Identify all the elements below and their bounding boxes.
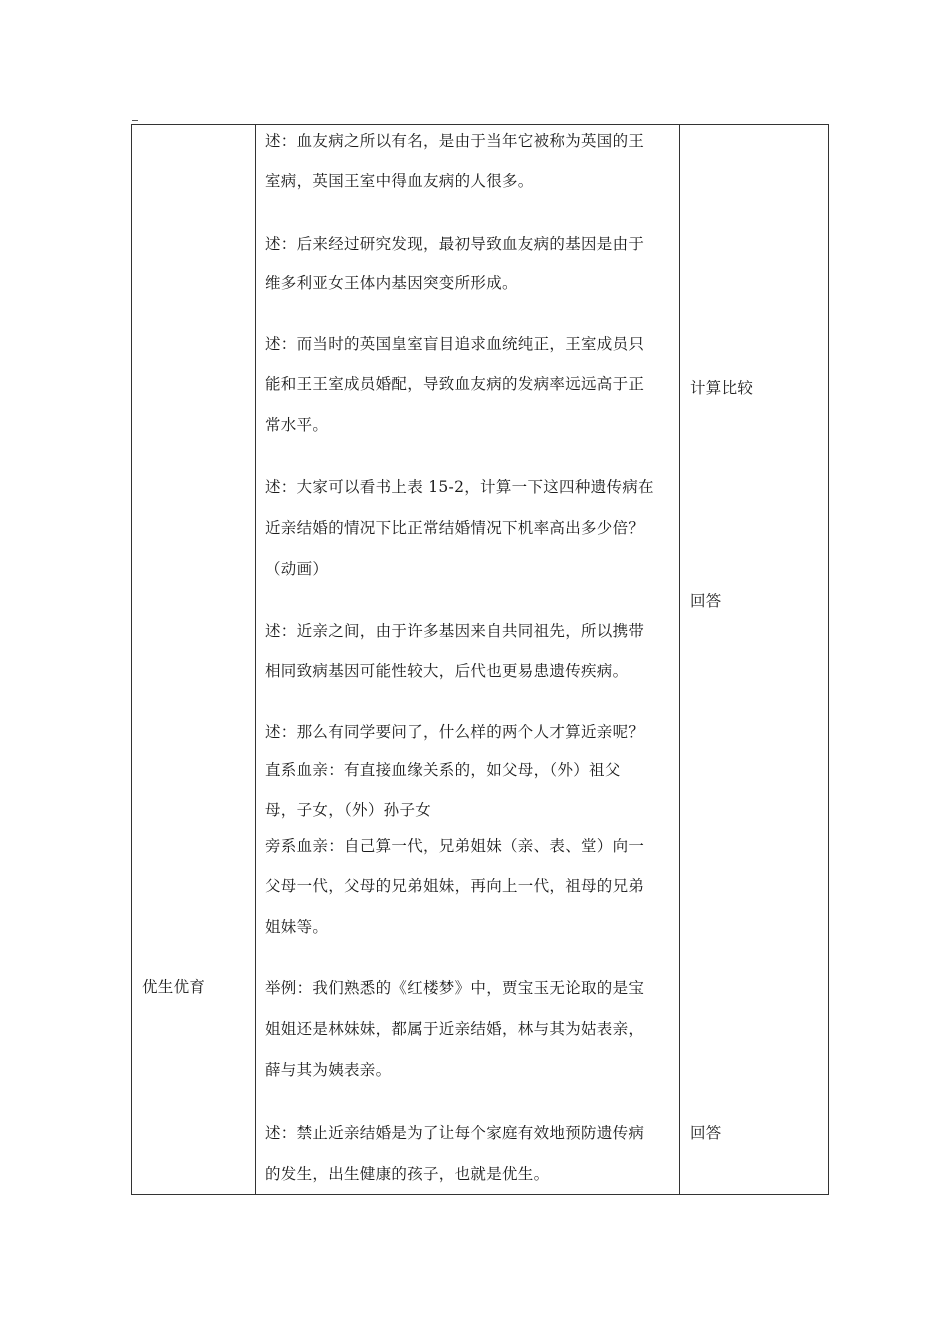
column-divider	[255, 125, 256, 1194]
corner-mark	[132, 120, 138, 121]
text-line: 述：那么有同学要问了，什么样的两个人才算近亲呢？	[265, 723, 645, 741]
text-line: 旁系血亲：自己算一代，兄弟姐妹（亲、表、堂）向一	[265, 837, 645, 855]
text-line: 直系血亲：有直接血缘关系的，如父母，（外）祖父	[265, 761, 621, 779]
text-line: 述：禁止近亲结婚是为了让每个家庭有效地预防遗传病	[265, 1124, 645, 1142]
column-divider	[679, 125, 680, 1194]
text-line: 近亲结婚的情况下比正常结婚情况下机率高出多少倍？	[265, 519, 645, 537]
text-line: 相同致病基因可能性较大，后代也更易患遗传疾病。	[265, 662, 629, 680]
lesson-table	[131, 124, 829, 1195]
text-line: 述：近亲之间，由于许多基因来自共同祖先，所以携带	[265, 622, 645, 640]
activity-answer: 回答	[690, 1124, 722, 1142]
text-line: 述：后来经过研究发现，最初导致血友病的基因是由于	[265, 235, 645, 253]
text-line: 姐姐还是林妹妹，都属于近亲结婚，林与其为姑表亲，	[265, 1020, 645, 1038]
text-line: 举例：我们熟悉的《红楼梦》中，贾宝玉无论取的是宝	[265, 979, 645, 997]
activity-answer: 回答	[690, 592, 722, 610]
text-line: 姐妹等。	[265, 918, 329, 936]
text-line: （动画）	[265, 560, 329, 578]
text-line: 母，子女，（外）孙子女	[265, 801, 432, 819]
text-line: 室病，英国王室中得血友病的人很多。	[265, 172, 534, 190]
text-line: 父母一代，父母的兄弟姐妹，再向上一代，祖母的兄弟	[265, 877, 645, 895]
text-line: 薛与其为姨表亲。	[265, 1061, 392, 1079]
row-label: 优生优育	[142, 978, 206, 996]
text-line: 述：而当时的英国皇室盲目追求血统纯正，王室成员只	[265, 335, 645, 353]
text-line: 述：血友病之所以有名，是由于当年它被称为英国的王	[265, 132, 645, 150]
text-line: 的发生，出生健康的孩子，也就是优生。	[265, 1165, 550, 1183]
text-line: 常水平。	[265, 416, 329, 434]
text-line: 述：大家可以看书上表 15-2，计算一下这四种遗传病在	[265, 478, 654, 496]
activity-calc: 计算比较	[690, 379, 754, 397]
text-line: 维多利亚女王体内基因突变所形成。	[265, 274, 518, 292]
text-line: 能和王王室成员婚配，导致血友病的发病率远远高于正	[265, 375, 645, 393]
